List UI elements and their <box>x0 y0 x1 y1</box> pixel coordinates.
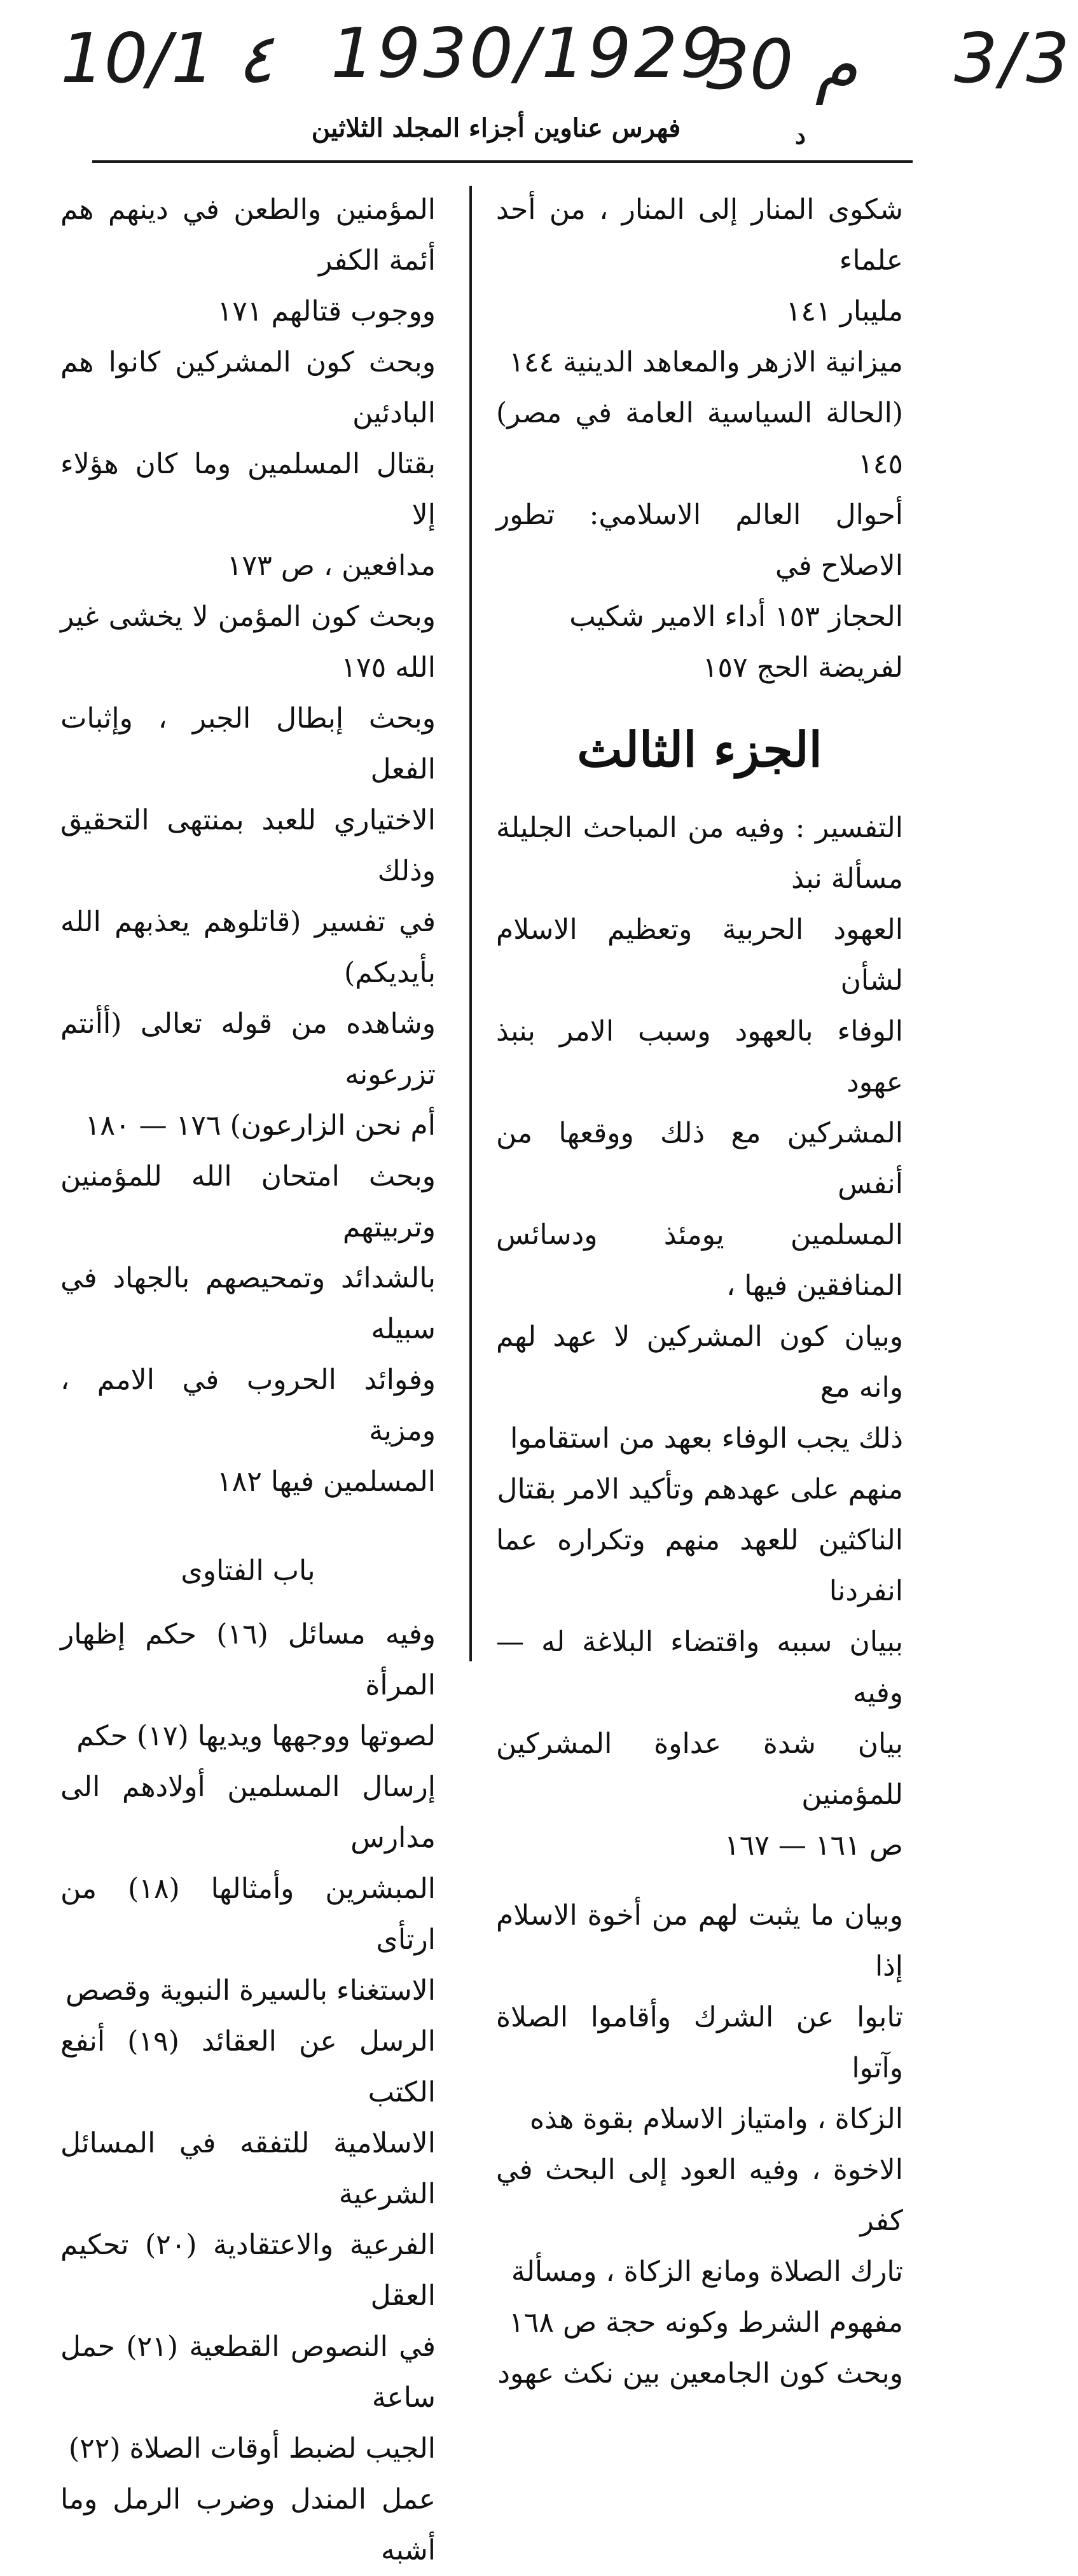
index-line: الزكاة ، وامتياز الاسلام بقوة هذه <box>529 2103 903 2135</box>
index-line: تارك الصلاة ومانع الزكاة ، ومسألة <box>511 2255 903 2288</box>
index-line: بالشدائد وتمحيصهم بالجهاد في سبيله <box>60 1262 436 1345</box>
left-column <box>60 184 436 2576</box>
left-column-lines-before <box>60 184 436 1507</box>
index-line: المشركين مع ذلك ووقعها من أنفس <box>496 1117 903 1200</box>
section-heading: الجزء الثالث <box>577 721 822 778</box>
fatawa-heading: باب الفتاوى <box>181 1555 315 1587</box>
index-line: لفريضة الحج ١٥٧ <box>702 651 903 684</box>
index-line: في النصوص القطعية (٢١) حمل ساعة <box>60 2330 436 2414</box>
index-line: مفهوم الشرط وكونه حجة ص ١٦٨ <box>509 2306 903 2339</box>
index-line: شكوى المنار إلى المنار ، من أحد علماء <box>496 193 903 277</box>
handwritten-annotation-a: 10/1 ٤ <box>60 19 273 99</box>
index-line: المبشرين وأمثالها (١٨) من ارتأى <box>60 1873 436 1956</box>
handwritten-annotations <box>0 14 1078 114</box>
index-line: في تفسير (قاتلوهم يعذبهم الله بأيديكم) <box>60 906 436 989</box>
page-signature-mark: د <box>795 121 806 149</box>
index-line: وشاهده من قوله تعالى (أأنتم تزرعونه <box>60 1008 436 1091</box>
index-line: بيان شدة عداوة المشركين للمؤمنين <box>496 1728 903 1811</box>
index-line: مليبار ١٤١ <box>785 295 903 328</box>
index-line: أحوال العالم الاسلامي: تطور الاصلاح في <box>496 499 903 582</box>
handwritten-annotation-c: 30 م <box>706 25 858 105</box>
paragraph-gap <box>496 1871 903 1890</box>
right-column-lines-end <box>496 1890 903 2399</box>
right-column-lines-before <box>496 184 903 693</box>
column-divider <box>469 186 472 1661</box>
index-line: منهم على عهدهم وتأكيد الامر بقتال <box>497 1473 903 1506</box>
index-line: التفسير : وفيه من المباحث الجليلة مسألة نبذ <box>496 812 903 895</box>
index-line: إرسال المسلمين أولادهم الى مدارس <box>60 1771 436 1854</box>
index-line: الفرعية والاعتقادية (٢٠) تحكيم العقل <box>60 2229 436 2312</box>
handwritten-annotation-b: 1930/1929 <box>331 14 727 93</box>
index-line: المسلمين يومئذ ودسائس المنافقين فيها ، <box>496 1219 903 1302</box>
index-line: (الحالة السياسية العامة في مصر) ١٤٥ <box>496 397 903 480</box>
index-line: ذلك يجب الوفاء بعهد من استقاموا <box>510 1422 903 1455</box>
index-line: الناكثين للعهد منهم وتكراره عما انفردنا <box>496 1524 903 1607</box>
index-line: وبحث كون المشركين كانوا هم البادئين <box>60 346 436 429</box>
index-line: ببيان سببه واقتضاء البلاغة له — وفيه <box>496 1626 903 1709</box>
index-line: الاستغناء بالسيرة النبوية وقصص <box>65 1974 436 2007</box>
index-line: تابوا عن الشرك وأقاموا الصلاة وآتوا <box>496 2001 903 2084</box>
index-line: المؤمنين والطعن في دينهم هم أئمة الكفر <box>60 193 436 277</box>
index-line: لصوتها ووجهها ويديها (١٧) حكم <box>76 1720 436 1752</box>
index-line: الرسل عن العقائد (١٩) أنفع الكتب <box>60 2025 436 2109</box>
index-line: ميزانية الازهر والمعاهد الدينية ١٤٤ <box>509 346 903 378</box>
index-line: عمل المندل وضرب الرمل وما أشبه <box>60 2483 436 2566</box>
index-line: الاخوة ، وفيه العود إلى البحث في كفر <box>496 2154 903 2237</box>
right-column <box>496 184 903 2399</box>
page-title: فهرس عناوين أجزاء المجلد الثلاثين <box>311 113 681 143</box>
left-column-lines-after <box>60 1609 436 2576</box>
header-rule <box>92 160 913 163</box>
index-line: بقتال المسلمين وما كان هؤلاء إلا <box>60 448 436 531</box>
handwritten-annotation-d: 3/3 <box>954 19 1072 99</box>
index-line: وبحث كون الجامعين بين نكث عهود <box>497 2357 903 2390</box>
index-line: المسلمين فيها ١٨٢ <box>217 1465 436 1498</box>
index-line: العهود الحربية وتعظيم الاسلام لشأن <box>496 913 903 997</box>
index-line: الحجاز ١٥٣ أداء الامير شكيب <box>569 600 903 633</box>
index-line: الجيب لضبط أوقات الصلاة (٢٢) <box>68 2432 436 2465</box>
index-line: ووجوب قتالهم ١٧١ <box>217 295 436 328</box>
index-line: أم نحن الزارعون) ١٧٦ — ١٨٠ <box>85 1109 436 1142</box>
index-line: مدافعين ، ص ١٧٣ <box>226 550 436 582</box>
index-line: وبيان ما يثبت لهم من أخوة الاسلام إذا <box>496 1899 903 1983</box>
index-line: وبحث إبطال الجبر ، وإثبات الفعل <box>60 702 436 786</box>
index-line: وبحث كون المؤمن لا يخشى غير الله ١٧٥ <box>60 600 436 684</box>
index-line: ص ١٦١ — ١٦٧ <box>724 1829 903 1862</box>
index-line: الاختياري للعبد بمنتهى التحقيق وذلك <box>60 804 436 887</box>
index-line: وفوائد الحروب في الامم ، ومزية <box>60 1364 436 1447</box>
index-line: وبيان كون المشركين لا عهد لهم وانه مع <box>496 1320 903 1404</box>
index-line: وفيه مسائل (١٦) حكم إظهار المرأة <box>60 1618 436 1701</box>
index-line: وبحث امتحان الله للمؤمنين وتربيتهم <box>60 1160 436 1243</box>
index-line: الوفاء بالعهود وسبب الامر بنبذ عهود <box>496 1015 903 1098</box>
index-line: الاسلامية للتفقه في المسائل الشرعية <box>60 2127 436 2210</box>
right-column-lines-after <box>496 803 903 1871</box>
